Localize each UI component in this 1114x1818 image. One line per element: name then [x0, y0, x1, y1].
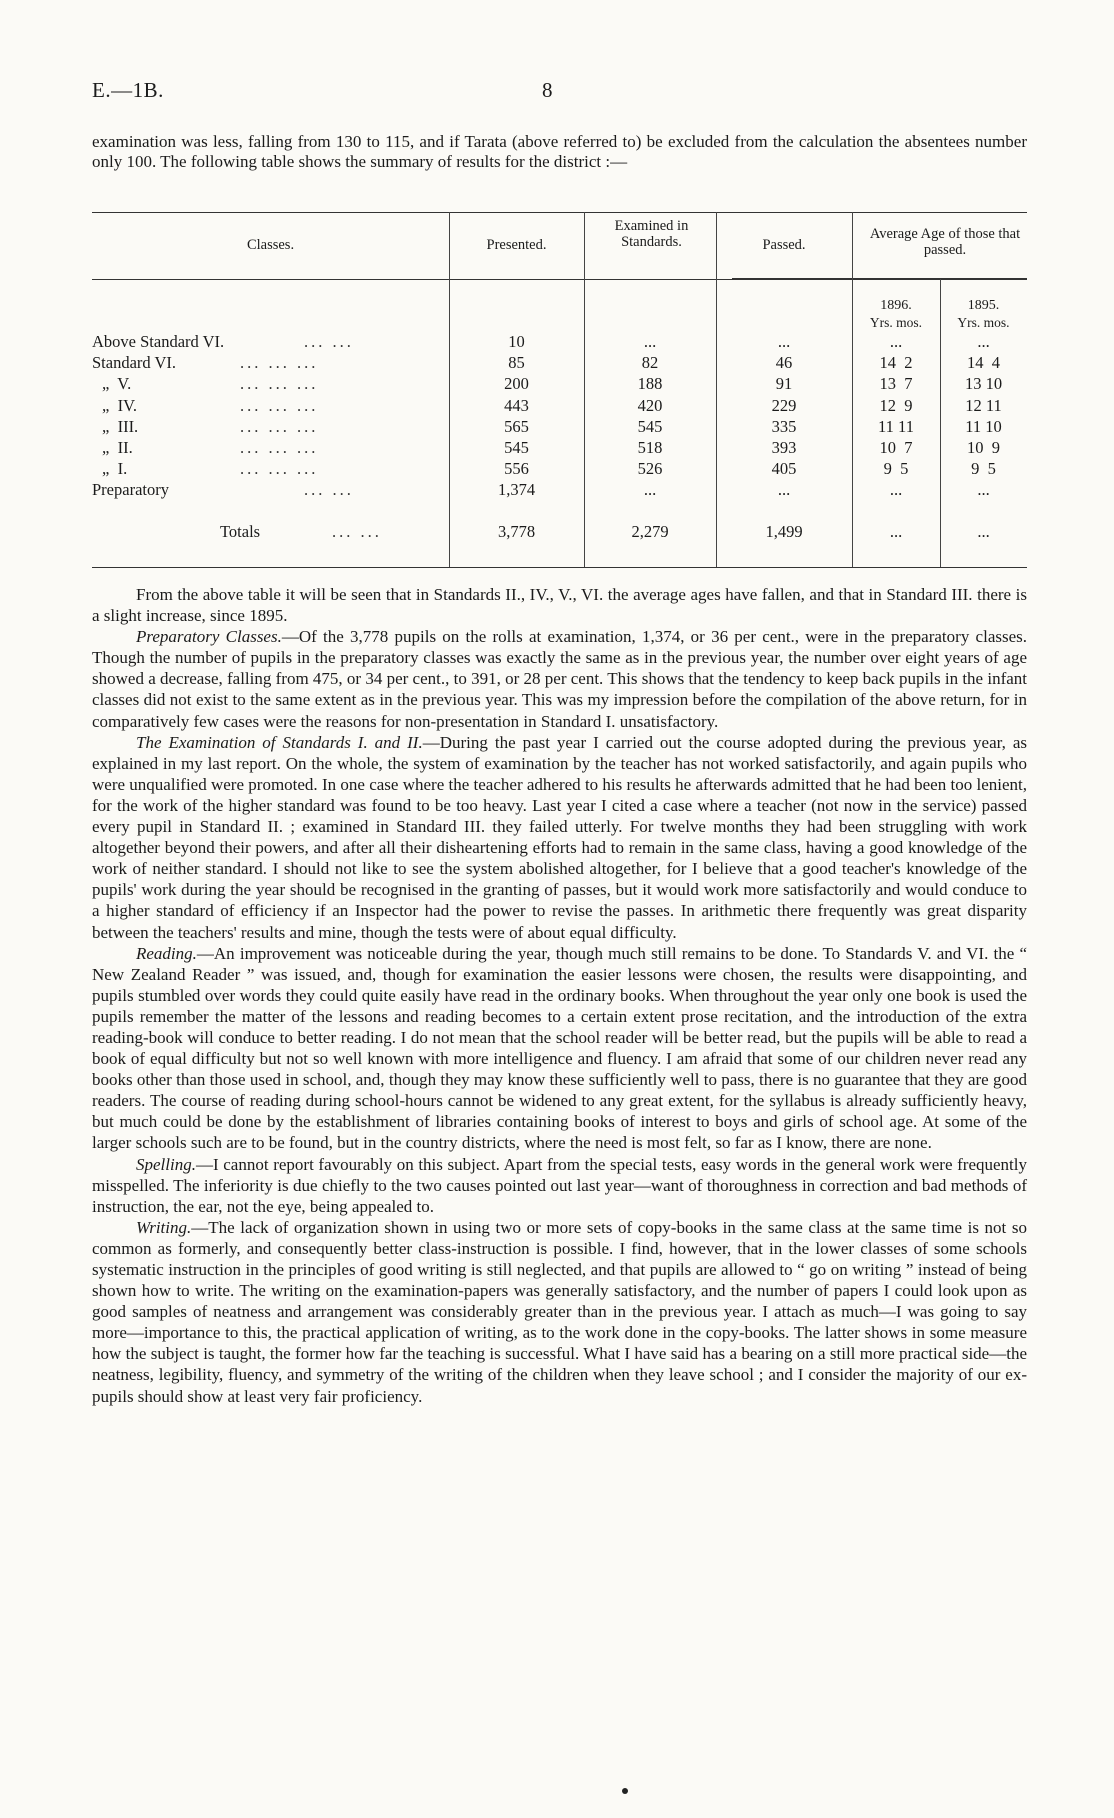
units-1895: Yrs. mos. — [957, 315, 1010, 330]
paragraph-text: —I cannot report favourably on this subject. Apart from the special tests, easy words in the general work were frequently misspelled. The inferiority is due chiefly to the two causes pointed out last year—want of thoroughness in correction and bad methods of instruction, the ear, not the eye, being appealed to. — [92, 1154, 1027, 1216]
cell-age-1895: 12 11 — [965, 395, 1002, 415]
row-label: „ II. — [102, 438, 133, 457]
header-presented: Presented. — [486, 237, 547, 253]
cell-age-1896: 12 9 — [879, 395, 913, 415]
leader-dots: ... ... ... — [240, 459, 319, 479]
intro-text: examination was less, falling from 130 to 115, and if Tarata (above referred to) be excluded from the calculation the absentees number only 100. The following table shows the summary of results for the district :— — [92, 132, 1027, 171]
row-label: „ IV. — [102, 395, 137, 415]
cell-presented: 556 — [504, 459, 529, 479]
body-paragraph — [92, 1154, 1027, 1217]
totals-age-1895: ... — [977, 522, 990, 541]
cell-examined: 526 — [637, 459, 663, 479]
paragraph-text: —The lack of organization shown in using two or more sets of copy-books in the same class at the same time is not so common as formerly, and consequently better class-instruction is possible. I find, however, that in the lower classes of some schools systematic instruction in the principles of good writing is still neglected, and that pupils are allowed to “ go on writing ” instead of being shown how to write. The writing on the examination-papers was generally satisfactory, and the number of papers I could look upon as good samples of neatness and arrangement was considerably greater than in the previous year. I attach as much—I was going to say more—importance to this, the practical application of writing, as to the work done in the copy-books. The latter shows in some measure how the subject is taught, the former how far the teaching is successful. What I have said has a bearing on a still more practical side—the neatness, legibility, fluency, and symmetry of the writing of the children when they leave school ; and I consider the majority of our ex-pupils should show at least very fair proficiency. — [92, 1217, 1027, 1406]
paragraph-text: —During the past year I carried out the course adopted during the previous year, as explained in my last report. On the whole, the system of examination by the teacher has not worked satisfactorily, and again pupils who were unqualified were promoted. In one case where the teacher adhered to his results he afterwards admitted that he had been too lenient, for the work of the higher standard was found to be too heavy. Last year I cited a case where a teacher (not now in the service) passed every pupil in Standard II. ; examined in Standard III. they failed utterly. For twelve months they had been struggling with work altogether beyond their powers, and after all their disheartening efforts had to remain in the same class, having a good knowledge of the work of neither standard. I should not like to see the system abolished altogether, for I believe that a good teacher's knowledge of the pupils' work during the year should be recognised in the granting of passes, but it would work more satisfactorily and would conduce to a higher standard of efficiency if an Inspector had the power to revise the passes. In arithmetic there frequently was great disparity between the teachers' results and mine, though the tests were of about equal difficulty. — [92, 732, 1028, 942]
leader-dots: ... ... ... — [240, 438, 319, 457]
paragraph-heading: Writing. — [136, 1217, 192, 1237]
totals-age-1896: ... — [889, 522, 903, 541]
cell-age-1895: 9 5 — [971, 459, 996, 479]
cell-passed: 335 — [771, 416, 797, 436]
cell-age-1895: 13 10 — [964, 374, 1003, 394]
cell-passed: 393 — [771, 438, 797, 457]
row-label-cell — [92, 352, 449, 373]
cell-examined: ... — [643, 332, 657, 351]
paragraph-text: From the above table it will be seen that in Standards II., IV., V., VI. the average ages have fallen, and that in Standard III. there is a slight increase, since 1895. — [92, 585, 1027, 626]
year-1896: 1896. — [880, 298, 912, 313]
cell-age-1895: ... — [977, 332, 990, 351]
header-examined: Examined in Standards. — [614, 218, 689, 250]
leader-dots: ... ... — [304, 332, 354, 351]
cell-presented: 10 — [508, 332, 525, 351]
cell-age-1895: 10 9 — [967, 438, 1000, 457]
leader-dots: ... ... ... — [240, 395, 319, 415]
paragraph-text: —An improvement was noticeable during the year, though much still remains to be done. To Standards V. and VI. the “ New Zealand Reader ” was issued, and, though for examination the easier lessons were chosen, the results were disappointing, and pupils stumbled over words they could quite easily have read in the ordinary books. When throughout the year only one book is used the pupils remember the matter of the lessons and reading becomes to a certain extent prose recitation, and the introduction of the extra reading-book will conduce to better reading. I do not mean that the school reader will be better read, but the pupils will be able to read a book of equal difficulty but not so well known with more intelligence and fluency. I am afraid that some of our children never read any books other than those used in school, and, though they may know these sufficiently well to pass, there is no guarantee that they are good readers. The course of reading during school-hours cannot be widened to any great extent, for the syllabus is already sufficiently heavy, but much could be done by the establishment of libraries containing books of interest to boys and girls of school age. At some of the larger schools such are to be found, but in the country districts, where the need is most felt, so far as I know, there are none. — [92, 943, 1027, 1153]
row-label-cell — [92, 437, 449, 458]
cell-presented: 545 — [504, 438, 529, 457]
cell-passed: ... — [777, 480, 791, 500]
body-paragraph — [92, 626, 1027, 731]
age-header-underline — [732, 278, 1027, 279]
header-average-age: Average Age of those that passed. — [869, 226, 1021, 258]
cell-passed: 229 — [771, 395, 797, 415]
cell-passed: 46 — [775, 353, 793, 373]
row-label: Preparatory — [92, 480, 169, 500]
body-paragraph — [92, 1217, 1027, 1407]
intro-paragraph — [92, 132, 1027, 172]
cell-examined: ... — [643, 480, 657, 500]
row-label: „ I. — [102, 459, 128, 479]
row-label-cell — [92, 416, 449, 437]
body-paragraph — [92, 584, 1027, 626]
page-header — [92, 78, 1027, 108]
body-paragraph — [92, 943, 1027, 1154]
cell-presented: 565 — [504, 416, 529, 436]
leader-dots: ... ... ... — [240, 374, 319, 394]
row-label: Above Standard VI. — [92, 332, 225, 351]
cell-age-1896: 9 5 — [883, 459, 909, 479]
cell-examined: 545 — [637, 416, 663, 436]
cell-age-1896: 14 2 — [879, 353, 913, 373]
cell-presented: 200 — [504, 374, 529, 394]
row-label-cell — [92, 395, 449, 416]
footer-mark — [622, 1788, 628, 1794]
cell-age-1896: 13 7 — [879, 374, 913, 394]
cell-presented: 1,374 — [497, 480, 536, 500]
cell-passed: 405 — [771, 459, 797, 479]
row-label: „ III. — [102, 416, 139, 436]
body-paragraph — [92, 732, 1027, 943]
cell-age-1895: ... — [977, 480, 990, 500]
totals-presented: 3,778 — [497, 522, 536, 541]
cell-examined: 420 — [637, 395, 663, 415]
header-classes: Classes. — [246, 237, 295, 253]
paragraph-heading: Spelling. — [136, 1154, 196, 1174]
summary-table — [92, 212, 1027, 567]
row-label-cell — [92, 373, 449, 394]
cell-presented: 85 — [508, 353, 525, 373]
row-label-cell — [92, 458, 449, 479]
header-passed: Passed. — [762, 237, 806, 253]
cell-age-1896: ... — [889, 332, 903, 351]
leader-dots: ... ... — [304, 480, 354, 500]
year-1895: 1895. — [967, 298, 1000, 313]
leader-dots: ... ... ... — [240, 353, 319, 373]
paragraph-text: —Of the 3,778 pupils on the rolls at examination, 1,374, or 36 per cent., were in the preparatory classes. Though the number of pupils in the preparatory classes was exactly the same as in the previous year, the number over eight years of age showed a decrease, falling from 475, or 34 per cent., to 391, or 28 per cent. This shows that the tendency to keep back pupils in the infant classes did not exist to the same extent as in the previous year. This was my impression before the compilation of the above return, for in comparatively few cases were the reasons for non-presentation in Standard I. unsatisfactory. — [92, 627, 1028, 731]
cell-examined: 518 — [637, 438, 663, 457]
units-1896: Yrs. mos. — [869, 315, 923, 330]
cell-examined: 188 — [637, 374, 663, 394]
totals-row — [92, 521, 449, 542]
table-top-rule — [92, 212, 1027, 213]
row-label: „ V. — [102, 374, 132, 394]
cell-presented: 443 — [504, 395, 529, 415]
leader-dots: ... ... — [332, 522, 382, 541]
totals-examined: 2,279 — [631, 522, 669, 541]
paragraph-heading: Reading. — [136, 943, 197, 963]
totals-passed: 1,499 — [765, 522, 803, 541]
row-label-cell — [92, 331, 449, 352]
cell-age-1896: ... — [889, 480, 903, 500]
cell-age-1895: 11 10 — [965, 416, 1002, 436]
row-label: Standard VI. — [92, 353, 177, 373]
cell-examined: 82 — [641, 353, 659, 373]
leader-dots: ... ... ... — [240, 416, 319, 436]
cell-age-1895: 14 4 — [967, 353, 1000, 373]
paragraph-heading: Preparatory Classes. — [136, 627, 282, 647]
table-header-rule — [92, 279, 1027, 280]
page-number: 8 — [542, 78, 553, 102]
paragraph-heading: The Examination of Standards I. and II. — [136, 732, 423, 752]
cell-passed: ... — [777, 332, 791, 351]
cell-age-1896: 11 11 — [878, 416, 914, 436]
report-body — [92, 584, 1027, 1407]
totals-label: Totals — [220, 522, 261, 541]
cell-age-1896: 10 7 — [879, 438, 913, 457]
row-label-cell — [92, 479, 449, 500]
cell-passed: 91 — [775, 374, 793, 394]
document-reference: E.—1B. — [92, 78, 164, 102]
table-bottom-rule — [92, 567, 1027, 568]
